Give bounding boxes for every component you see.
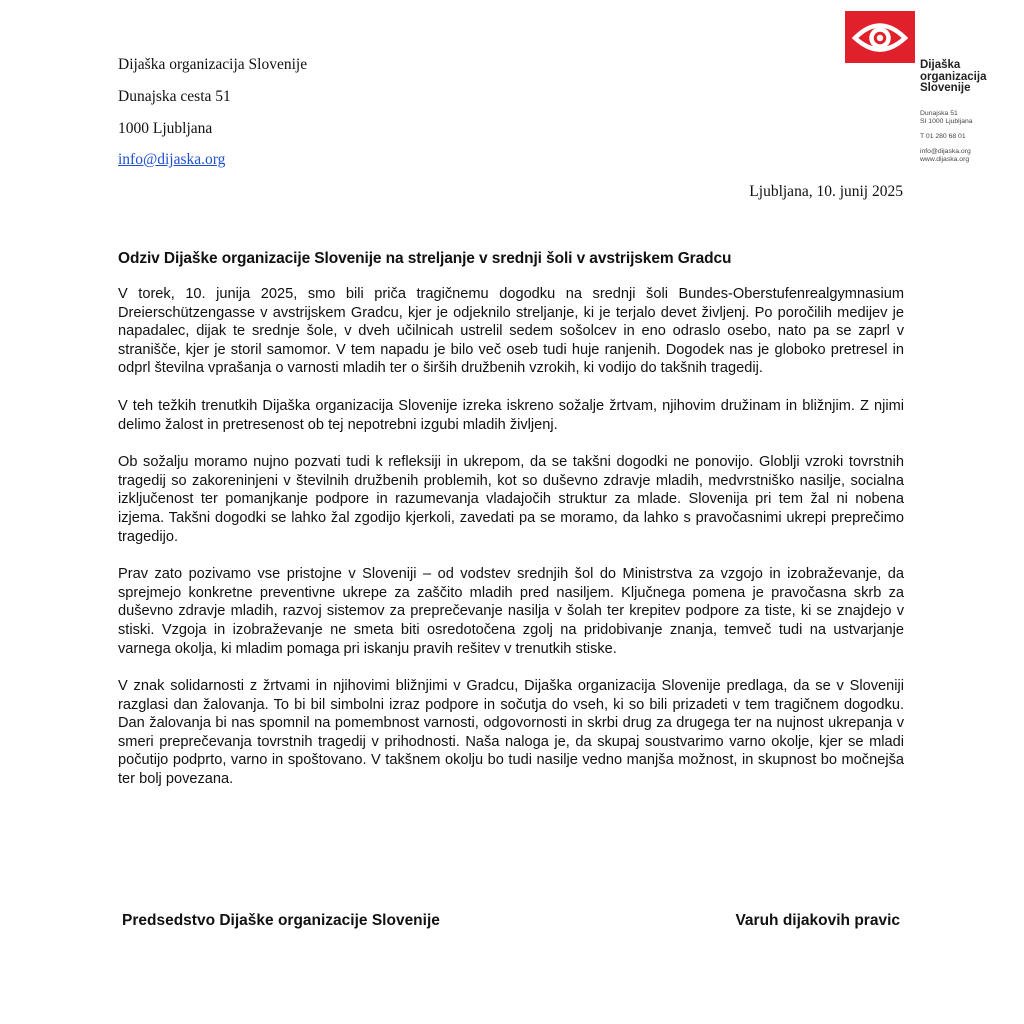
letter-body [118,285,904,808]
eye-icon [845,11,915,63]
contact-phone: T 01 280 68 01 [920,133,966,140]
signature-right: Varuh dijakovih pravic [735,912,900,929]
letter-date: Ljubljana, 10. junij 2025 [749,183,903,200]
body-paragraph: V teh težkih trenutkih Dijaška organizacija Slovenije izreka iskreno sožalje žrtvam, njihovim družinam in bližnjim. Z njimi delimo žalost in pretresenost ob tej nepotrebni izgubi mladih življenj. [118,397,904,433]
brand-line-1: Dijaška [920,59,961,71]
letter-title: Odziv Dijaške organizacije Slovenije na streljanje v srednji šoli v avstrijskem Gradcu [118,250,732,267]
contact-address-2: SI 1000 Ljubljana [920,118,973,125]
email-link[interactable]: info@dijaska.org [118,151,226,168]
organization-logo[interactable] [845,11,915,63]
body-paragraph: V torek, 10. junija 2025, smo bili priča tragičnemu dogodku na srednji šoli Bundes-Oberstufenrealgymnasium Dreierschützengasse v avstrijskem Gradcu, kjer je odjeknilo streljanje, ki je terjalo devet življenj. Po poročilih medijev je napadalec, dijak te srednje šole, v dveh učilnicah ustrelil sedem sošolcev in eno odraslo osebo, nato pa se zaprl v stranišče, kjer je storil samomor. V tem napadu je bilo več oseb tudi huje ranjenih. Dogodek nas je globoko pretresel in odprl številna vprašanja o varnosti mladih ter o širših družbenih vzrokih, ki vodijo do takšnih tragedij. [118,286,904,377]
sender-email-line [118,151,225,169]
contact-address-1: Dunajska 51 [920,110,958,117]
brand-line-3: Slovenije [920,82,971,94]
contact-web: www.dijaska.org [920,156,970,163]
sender-street: Dunajska cesta 51 [118,88,231,105]
sender-city: 1000 Ljubljana [118,120,213,137]
body-paragraph: V znak solidarnosti z žrtvami in njihovimi bližnjimi v Gradcu, Dijaška organizacija Slovenije predlaga, da se v Sloveniji razglasi dan žalovanja. To bi bil simbolni izraz podpore in sočutja do vseh, ki so bili prizadeti v tem tragičnem dogodku. Dan žalovanja bi nas spomnil na pomembnost varnosti, odgovornosti in skrbi drug za drugega ter na nujnost ukrepanja v smeri preprečevanja tovrstnih tragedij v prihodnosti. Naša naloga je, da skupaj soustvarimo varno okolje, kjer se mladi počutijo podprto, varno in spoštovano. V takšnem okolju bo tudi nasilje vedno manjša možnost, in skupnost bo močnejša ter bolj povezana. [118,678,904,788]
body-paragraph: Ob sožalju moramo nujno pozvati tudi k refleksiji in ukrepom, da se takšni dogodki ne ponovijo. Globlji vzroki tovrstnih tragedij so zakoreninjeni v številnih družbenih problemih, kot so duševno zdravje mladih, medvrstniško nasilje, socialna izključenost ter pomanjkanje podpore in razumevanja vladajočih struktur za mlade. Slovenija pri tem žal ni nobena izjema. Takšni dogodki se lahko žal zgodijo kjerkoli, zavedati pa se moramo, da lahko s pravočasnimi ukrepi preprečimo tragedijo. [118,454,904,545]
sender-organization: Dijaška organizacija Slovenije [118,56,308,73]
brand-line-2: organizacija [920,70,987,83]
signature-left: Predsedstvo Dijaške organizacije Slovenije [122,912,440,929]
brand-name [920,60,986,95]
contact-email: info@dijaska.org [920,148,971,155]
brand-contact-block [920,110,973,164]
body-paragraph: Prav zato pozivamo vse pristojne v Sloveniji – od vodstev srednjih šol do Ministrstva za vzgojo in izobraževanje, da sprejmejo konkretne preventivne ukrepe za zaščito mladih pred nasiljem. Ključnega pomena je pravočasna skrb za duševno zdravje mladih, razvoj sistemov za preprečevanje nasilja v šolah ter krepitev podpore za tiste, ki se znajdejo v stiski. Vzgoja in izobraževanje ne smeta biti osredotočena zgolj na pridobivanje znanja, temveč tudi na ustvarjanje varnega okolja, ki mladim pomaga pri iskanju pravih rešitev v trenutkih stiske. [118,566,904,657]
